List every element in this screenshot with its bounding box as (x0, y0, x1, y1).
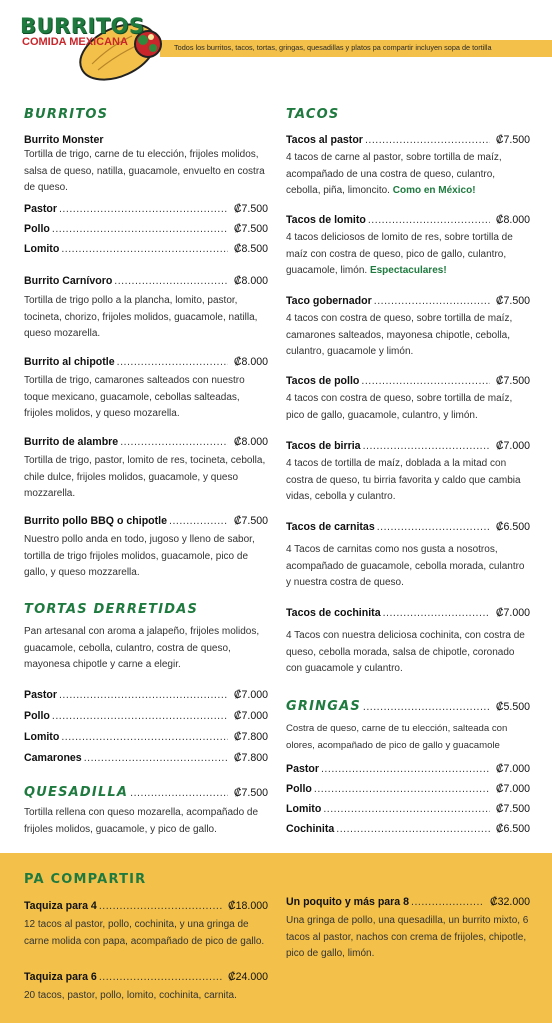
item-row (24, 353, 268, 372)
item-name: Burrito Monster (24, 134, 104, 146)
option-row (286, 760, 530, 779)
option-price: ₡8.500 (233, 243, 268, 255)
gringas-title-row (286, 697, 530, 716)
item-row (24, 897, 268, 916)
menu-item-tacos-cochinita (286, 604, 530, 678)
menu-item-tacos-birria (286, 437, 530, 506)
option-price: ₡7.500 (233, 203, 268, 215)
tortas-options (24, 686, 268, 768)
option-row (286, 820, 530, 839)
option-name: Pastor (286, 763, 319, 775)
tortas-description-block (24, 624, 268, 674)
option-name: Camarones (24, 752, 82, 764)
option-name: Pollo (286, 783, 312, 795)
right-column (286, 104, 530, 844)
item-description: 20 tacos, pastor, pollo, lomito, cochinita, carnita. (24, 990, 237, 1001)
section-title-tacos: TACOS (286, 106, 340, 122)
option-name: Lomito (24, 731, 60, 743)
quesadilla-row (24, 783, 268, 838)
item-row (286, 893, 530, 912)
quesadilla-title-row (24, 783, 268, 802)
section-title-quesadilla: QUESADILLA (24, 785, 129, 800)
item-description: Tortilla de trigo, camarones salteados con nuestro toque mexicano, guacamole, cebollas salteadas, frijoles molidos, y queso mozarella. (24, 375, 245, 419)
option-price: ₡7.000 (233, 710, 268, 722)
item-price: ₡8.000 (233, 275, 268, 287)
logo-subtitle: COMIDA MEXICANA (22, 36, 128, 48)
item-description: Tortilla de trigo pollo a la plancha, lomito, pastor, tocineta, chorizo, frijoles molidos, guacamole, natilla, queso mozarella. (24, 295, 258, 339)
item-name: Taco gobernador (286, 295, 372, 307)
item-row (24, 272, 268, 291)
option-name: Pollo (24, 710, 50, 722)
item-name: Taquiza para 4 (24, 900, 97, 912)
item-name: Burrito pollo BBQ o chipotle (24, 515, 168, 527)
menu-item-taquiza-6 (24, 968, 268, 1005)
item-price: ₡7.000 (495, 440, 530, 452)
option-name: Pastor (24, 689, 57, 701)
quesadilla-description: Tortilla rellena con queso mozarella, acompañado de frijoles molidos, guacamole, y pico de gallo. (24, 807, 259, 835)
section-title-tortas: TORTAS DERRETIDAS (24, 601, 199, 617)
option-row (24, 707, 268, 726)
item-description (286, 150, 530, 200)
item-row (286, 372, 530, 391)
option-row (24, 749, 268, 768)
menu-item-tacos-carnitas (286, 518, 530, 592)
option-row (24, 728, 268, 747)
item-highlight: Como en México! (392, 185, 476, 196)
item-price: ₡8.000 (233, 436, 268, 448)
option-name: Cochinita (286, 823, 335, 835)
item-name: Tacos de pollo (286, 375, 360, 387)
gringas-block (286, 697, 530, 754)
item-description: 4 tacos de tortilla de maíz, doblada a la mitad con costra de queso, tu birria favorita y caldo que cambia vidas, cebolla y culantro. (286, 458, 521, 502)
option-price: ₡7.000 (233, 689, 268, 701)
item-highlight: Espectaculares! (369, 265, 447, 276)
item-name: Burrito de alambre (24, 436, 119, 448)
menu-item-taco-gobernador (286, 292, 530, 361)
item-description: 4 tacos con costra de queso, sobre tortilla de maíz, camarones salteados, mayonesa chipotle, cebolla, culantro, guacamole y limón. (286, 313, 513, 357)
item-name: Burrito Carnívoro (24, 275, 113, 287)
item-name: Tacos de carnitas (286, 521, 375, 533)
tortas-description: Pan artesanal con aroma a jalapeño, frijoles molidos, guacamole, cebolla, culantro, costra de queso, mayonesa chipotle y carne a elegir. (24, 626, 260, 670)
item-description: 4 Tacos con nuestra deliciosa cochinita, con costra de queso, cebolla morada, salsa de chipotle, coronado con guacamole y culantro. (286, 630, 525, 674)
item-row (24, 433, 268, 452)
item-price: ₡18.000 (227, 900, 268, 912)
option-price: ₡7.500 (495, 803, 530, 815)
item-name: Taquiza para 6 (24, 971, 97, 983)
option-row (24, 240, 268, 259)
item-name: Tacos de birria (286, 440, 361, 452)
menu-item-burrito-carnivoro (24, 272, 268, 343)
option-name: Lomito (24, 243, 60, 255)
item-description: Tortilla de trigo, carne de tu elección, frijoles molidos, salsa de queso, natilla, guacamole, envuelto en costra de queso. (24, 149, 265, 193)
option-row (24, 200, 268, 219)
pa-compartir-section (0, 853, 552, 1023)
item-price: ₡8.000 (495, 214, 530, 226)
item-description-text: 4 tacos deliciosos de lomito de res, sobre tortilla de maíz con costra de queso, pico de gallo, culantro, guacamole, limón. (286, 232, 513, 276)
item-row (286, 604, 530, 623)
menu-item-tacos-pastor (286, 131, 530, 200)
item-description-text: 4 tacos de carne al pastor, sobre tortilla de maíz, acompañado de una costra de queso, culantro, cebolla, piña, limoncito. (286, 152, 502, 196)
info-banner-text: Todos los burritos, tacos, tortas, gringas, quesadillas y platos pa compartir incluyen sopa de tortilla (174, 43, 492, 52)
gringas-description: Costra de queso, carne de tu elección, salteada con olores, acompañado de pico de gallo y guacamole (286, 723, 508, 751)
left-column (24, 104, 268, 844)
info-banner (160, 40, 552, 57)
option-row (286, 780, 530, 799)
item-price: ₡7.500 (233, 515, 268, 527)
section-title-burritos: BURRITOS (24, 106, 109, 122)
burrito-monster-options (24, 200, 268, 259)
item-price: ₡8.000 (233, 356, 268, 368)
menu-item-tacos-pollo (286, 372, 530, 424)
item-description: Tortilla de trigo, pastor, lomito de res, tocineta, cebolla, chile dulce, frijoles molidos, guacamole, y queso mozzarella. (24, 455, 266, 499)
quesadilla-price: ₡7.500 (233, 787, 268, 799)
item-row (286, 211, 530, 230)
item-price: ₡6.500 (495, 521, 530, 533)
option-price: ₡7.000 (495, 763, 530, 775)
option-price: ₡7.500 (233, 223, 268, 235)
option-price: ₡7.800 (233, 752, 268, 764)
option-price: ₡7.800 (233, 731, 268, 743)
option-price: ₡7.000 (495, 783, 530, 795)
item-price: ₡7.000 (495, 607, 530, 619)
menu-item-tacos-lomito (286, 211, 530, 280)
item-description: Una gringa de pollo, una quesadilla, un burrito mixto, 6 tacos al pastor, nachos con crema de frijoles, chipotle, pico de gallo, limón. (286, 915, 529, 959)
menu-item-taquiza-4 (24, 897, 268, 950)
item-row (24, 968, 268, 987)
item-description: 12 tacos al pastor, pollo, cochinita, y una gringa de carne molida con papa, acompañado de pico de gallo. (24, 919, 265, 947)
item-name: Tacos de lomito (286, 214, 366, 226)
item-description: Nuestro pollo anda en todo, jugoso y lleno de sabor, tortilla de trigo frijoles molidos, guacamole, pico de gallo, y queso mozzarella. (24, 534, 255, 578)
item-price: ₡32.000 (489, 896, 530, 908)
option-name: Pollo (24, 223, 50, 235)
item-description: 4 tacos con costra de queso, sobre tortilla de maíz, pico de gallo, guacamole, culantro, y limón. (286, 393, 513, 421)
menu-item-para-8 (286, 893, 530, 963)
item-row (286, 437, 530, 456)
option-row (286, 800, 530, 819)
option-name: Pastor (24, 203, 57, 215)
item-price: ₡7.500 (495, 134, 530, 146)
item-row (24, 512, 268, 531)
option-row (24, 220, 268, 239)
item-row (286, 292, 530, 311)
item-price: ₡7.500 (495, 295, 530, 307)
item-description: 4 Tacos de carnitas como nos gusta a nosotros, acompañado de guacamole, cebolla morada, culantro y nuestra costra de queso. (286, 544, 525, 588)
item-name: Un poquito y más para 8 (286, 896, 410, 908)
item-row (286, 518, 530, 537)
item-name: Tacos de cochinita (286, 607, 381, 619)
logo-title: BURRITOS (20, 14, 145, 38)
menu-item-burrito-monster (24, 133, 268, 197)
item-description (286, 230, 530, 280)
gringas-options (286, 760, 530, 839)
item-row (286, 131, 530, 150)
option-name: Lomito (286, 803, 322, 815)
menu-item-burrito-chipotle (24, 353, 268, 423)
section-title-pa-compartir: PA COMPARTIR (24, 871, 147, 887)
option-price: ₡6.500 (495, 823, 530, 835)
item-price: ₡7.500 (495, 375, 530, 387)
header (0, 0, 552, 95)
section-title-gringas: GRINGAS (286, 699, 361, 714)
gringas-price: ₡5.500 (495, 701, 530, 713)
menu-item-burrito-alambre (24, 433, 268, 503)
item-name: Tacos al pastor (286, 134, 363, 146)
option-row (24, 686, 268, 705)
item-name: Burrito al chipotle (24, 356, 115, 368)
item-price: ₡24.000 (227, 971, 268, 983)
menu-item-burrito-bbq (24, 512, 268, 582)
